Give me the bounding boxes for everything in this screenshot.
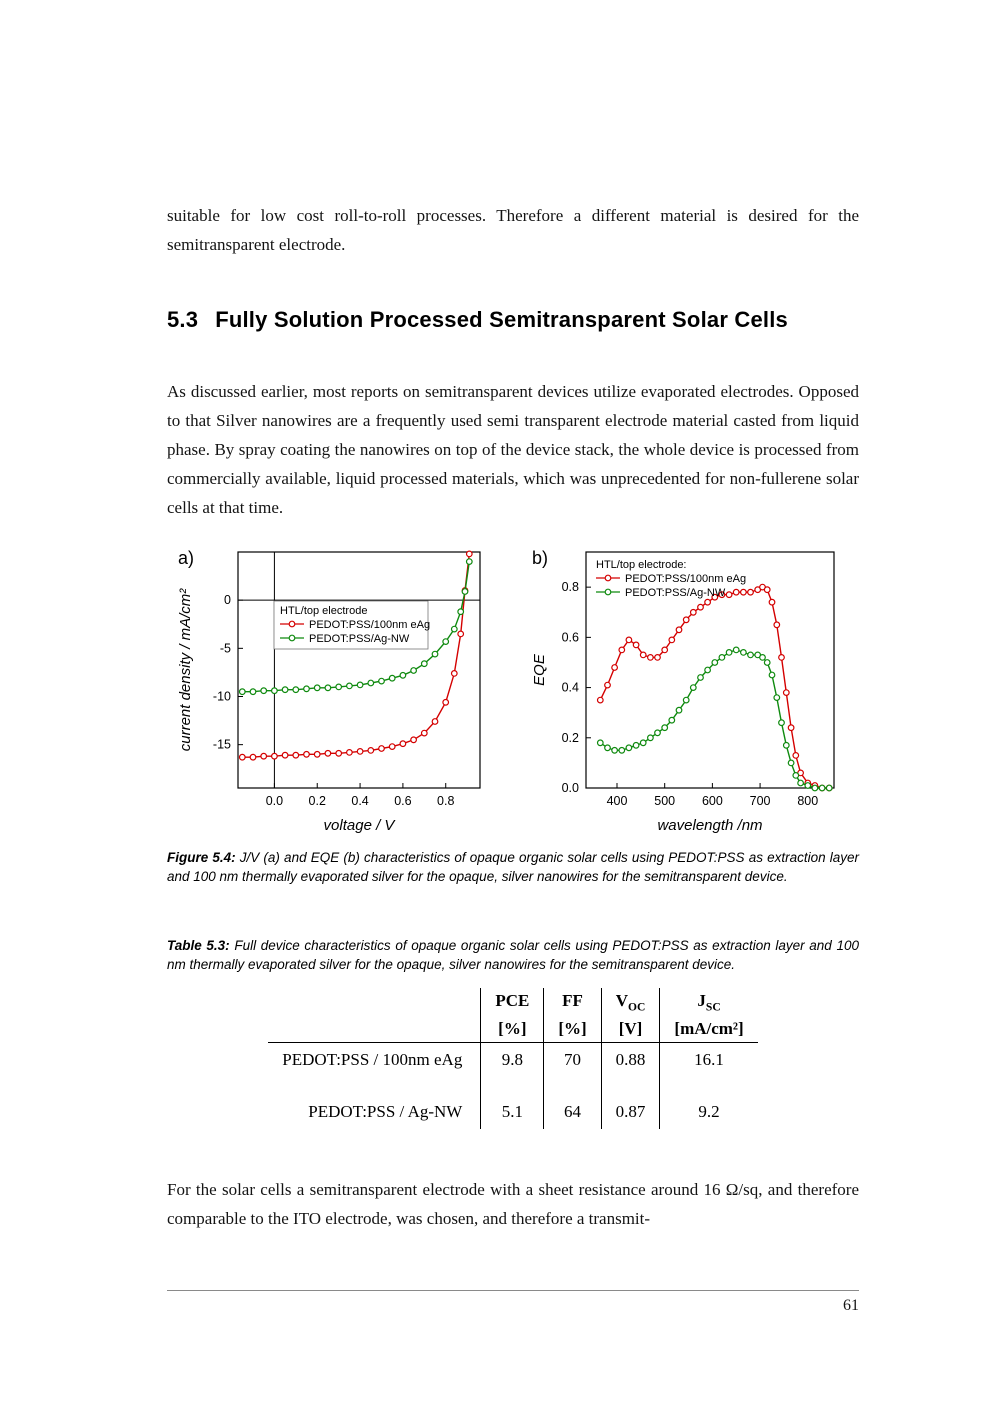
svg-text:HTL/top electrode:: HTL/top electrode:: [596, 559, 687, 571]
label-column-header: [268, 988, 481, 1043]
row-label: PEDOT:PSS / 100nm eAg: [282, 1049, 463, 1069]
table-header-row: [268, 988, 757, 1043]
svg-text:PEDOT:PSS/100nm eAg: PEDOT:PSS/100nm eAg: [309, 619, 431, 631]
footer-divider: [167, 1290, 859, 1315]
svg-text:0.6: 0.6: [561, 630, 579, 645]
page-content: [167, 0, 859, 1250]
svg-text:0.0: 0.0: [265, 794, 284, 808]
svg-text:0.0: 0.0: [561, 781, 579, 795]
col-header-voc: $V_{OC}$ [V]: [601, 988, 660, 1043]
pce-value: 9.8: [481, 1042, 544, 1074]
eqe-characteristics-chart: [530, 542, 850, 842]
voc-value: 0.87: [601, 1074, 660, 1129]
col-header-jsc: $J_{SC}$ [mA/cm²]: [660, 988, 758, 1043]
table-row: [268, 1042, 757, 1074]
svg-text:PEDOT:PSS/100nm eAg: PEDOT:PSS/100nm eAg: [625, 573, 747, 585]
svg-text:EQE: EQE: [531, 654, 548, 686]
pce-value: 5.1: [481, 1074, 544, 1129]
svg-text:0.4: 0.4: [351, 794, 369, 808]
svg-text:voltage / V: voltage / V: [323, 817, 395, 834]
section-number: 5.3: [167, 307, 199, 332]
svg-text:b): b): [532, 548, 549, 568]
figure-caption-text: J/V (a) and EQE (b) characteristics of opaque organic solar cells using PEDOT:PSS as extraction layer and 100 nm thermally evaporated silver for the opaque, silver nanowires for the semitransparent device.: [167, 850, 860, 884]
table-caption-label: Table 5.3:: [167, 938, 230, 953]
table-caption-text: Full device characteristics of opaque organic solar cells using PEDOT:PSS as extraction layer and 100 nm thermally evaporated silver for the opaque, silver nanowires for the semitransparent device.: [167, 938, 859, 972]
section-heading: [167, 307, 859, 333]
svg-text:0.8: 0.8: [561, 580, 579, 595]
svg-text:500: 500: [654, 794, 676, 808]
ff-value: 70: [544, 1042, 601, 1074]
svg-text:-10: -10: [212, 689, 231, 704]
svg-text:0.2: 0.2: [308, 794, 326, 808]
svg-text:700: 700: [749, 794, 771, 808]
ff-value: 64: [544, 1074, 601, 1129]
svg-text:400: 400: [606, 794, 628, 808]
figure-caption: [167, 848, 859, 886]
device-characteristics-table: [268, 988, 757, 1129]
svg-text:0: 0: [224, 593, 231, 608]
svg-text:PEDOT:PSS/Ag-NW: PEDOT:PSS/Ag-NW: [309, 633, 410, 645]
svg-text:wavelength /nm: wavelength /nm: [657, 817, 763, 834]
row-label: PEDOT:PSS / Ag-NW: [308, 1101, 463, 1121]
svg-text:0.6: 0.6: [394, 794, 412, 808]
body-paragraph: As discussed earlier, most reports on semitransparent devices utilize evaporated electrodes. Opposed to that Silver nanowires are a frequently used semi transparent electrode material casted from liquid phase. By spray coating the nanowires on top of the device stack, the whole device is processed from commercially available, liquid processed materials, which was unprecedented for non-fullerene solar cells at that time.: [167, 382, 859, 517]
svg-text:current density / mA/cm²: current density / mA/cm²: [177, 588, 194, 752]
intro-paragraph: suitable for low cost roll-to-roll processes. Therefore a different material is desired for the semitransparent electrode.: [167, 206, 859, 254]
figure-5-4: [167, 542, 859, 842]
svg-text:-5: -5: [219, 641, 231, 656]
figure-caption-label: Figure 5.4:: [167, 850, 236, 865]
svg-text:0.8: 0.8: [437, 794, 455, 808]
jsc-value: 9.2: [660, 1074, 758, 1129]
closing-paragraph: For the solar cells a semitransparent electrode with a sheet resistance around 16 Ω/sq, and therefore comparable to the ITO electrode, was chosen, and therefore a transmit-: [167, 1179, 859, 1228]
page-number: 61: [843, 1297, 859, 1314]
svg-text:600: 600: [701, 794, 723, 808]
table-caption: [167, 936, 859, 974]
svg-text:-15: -15: [212, 737, 231, 752]
voc-value: 0.88: [601, 1042, 660, 1074]
svg-text:a): a): [178, 548, 195, 568]
svg-text:800: 800: [797, 794, 819, 808]
section-title: Fully Solution Processed Semitransparent Solar Cells: [215, 307, 788, 332]
col-header-pce: PCE [%]: [481, 988, 544, 1043]
table-row: [268, 1074, 757, 1129]
svg-text:PEDOT:PSS/Ag-NW: PEDOT:PSS/Ag-NW: [625, 587, 726, 599]
svg-text:0.2: 0.2: [561, 730, 579, 745]
col-header-ff: FF [%]: [544, 988, 601, 1043]
svg-text:HTL/top electrode: HTL/top electrode: [280, 605, 368, 617]
jsc-value: 16.1: [660, 1042, 758, 1074]
svg-text:0.4: 0.4: [561, 680, 579, 695]
jv-characteristics-chart: [176, 542, 496, 842]
